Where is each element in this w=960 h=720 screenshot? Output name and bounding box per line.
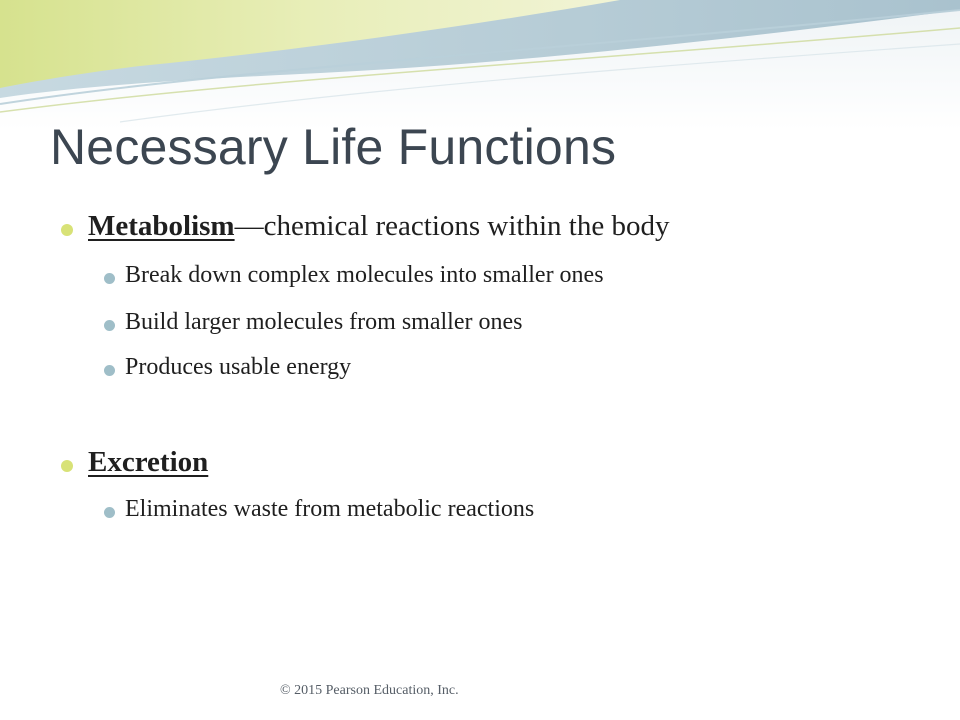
term-metabolism: Metabolism bbox=[88, 210, 235, 242]
sub-bullet: Produces usable energy bbox=[125, 354, 352, 380]
bullet-metabolism bbox=[88, 210, 669, 243]
term-excretion: Excretion bbox=[88, 446, 209, 478]
slide-title: Necessary Life Functions bbox=[50, 119, 617, 175]
sub-bullet: Break down complex molecules into smaller ones bbox=[125, 262, 604, 288]
sub-bullet: Eliminates waste from metabolic reactions bbox=[125, 496, 535, 522]
bullet-excretion bbox=[88, 446, 208, 479]
sub-bullet: Build larger molecules from smaller ones bbox=[125, 309, 523, 335]
header-swoosh-decoration bbox=[0, 0, 960, 130]
copyright-footer: © 2015 Pearson Education, Inc. bbox=[280, 683, 459, 698]
metabolism-definition: —chemical reactions within the body bbox=[234, 210, 670, 242]
